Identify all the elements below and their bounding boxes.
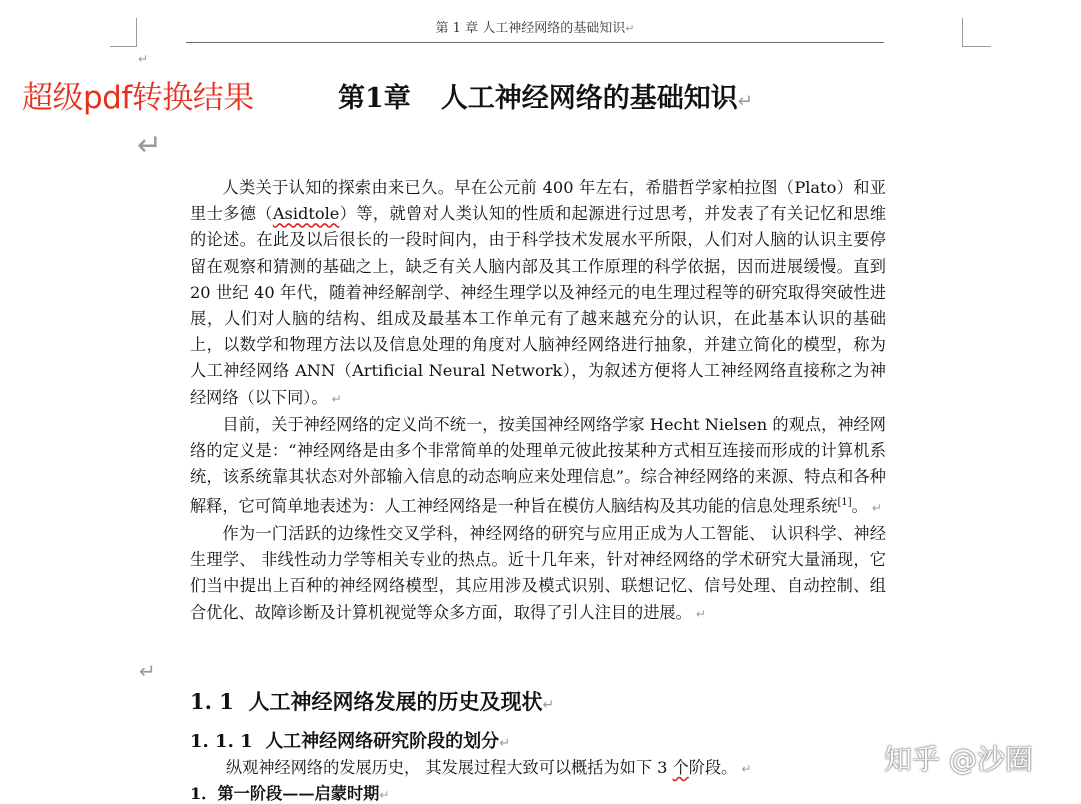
paragraph-mark-icon: ↵ — [741, 762, 752, 776]
section-heading: 1. 1 人工神经网络发展的历史及现状↵ — [190, 689, 555, 714]
paragraph-mark-icon: ↵ — [138, 52, 149, 66]
paragraph-mark-icon: ↵ — [331, 391, 342, 406]
intro-line: 纵观神经网络的发展历史， 其发展过程大致可以概括为如下 3 个阶段。 ↵ — [226, 758, 752, 777]
chapter-title-text: 人工神经网络的基础知识 — [440, 83, 738, 114]
paragraph: 目前，关于神经网络的定义尚不统一，按美国神经网络学家 Hecht Nielsen 的观点，神经网络的定义是：“神经网络是由多个非常简单的处理单元彼此按某种方式相互连接而形成的计算机系统，该系统靠其状态对外部输入信息的动态响应来处理信息”。综合神经网络的来源、特点和各种解释，它可简单地表述为：人工神经网络是一种旨在模仿人脑结构及其功能的信息处理系统[1]。 ↵ — [190, 414, 886, 516]
return-arrow-icon: ↵ — [137, 128, 163, 163]
paragraph-mark-icon: ↵ — [695, 606, 706, 621]
watermark: 知乎 @沙圈 — [884, 743, 1033, 776]
running-header-title: 第 1 章 人工神经网络的基础知识 — [435, 21, 626, 36]
return-arrow-icon: ↵ — [139, 659, 156, 683]
chapter-number: 第1章 — [338, 83, 411, 114]
page-corner-top-right — [962, 18, 991, 47]
spelling-underlined-word: 个 — [672, 758, 689, 777]
spelling-underlined-word: Asidtole — [272, 204, 340, 224]
overlay-label: 超级pdf转换结果 — [22, 80, 254, 116]
chapter-title — [338, 76, 753, 115]
paragraph: 作为一门活跃的边缘性交叉学科，神经网络的研究与应用正成为人工智能、 认识科学、神经生理学、 非线性动力学等相关专业的热点。近十几年来，针对神经网络的学术研究大量涌现，它们当中提出上百种的神经网络模型，其应用涉及模式识别、联想记忆、信号处理、自动控制、组合优化、故障诊断及计算机视觉等众多方面，取得了引人注目的进展。 ↵ — [190, 524, 886, 622]
body-text — [190, 175, 886, 627]
subsection-heading: 1. 1. 1 人工神经网络研究阶段的划分↵ — [190, 731, 511, 752]
page-corner-top-left — [110, 18, 137, 47]
running-header — [186, 18, 884, 43]
citation-marker: [1] — [837, 497, 852, 509]
paragraph-mark-icon: ↵ — [379, 788, 390, 802]
paragraph-mark-icon: ↵ — [499, 736, 511, 751]
stage-heading: 1．第一阶段——启蒙时期↵ — [190, 784, 390, 803]
paragraph-mark-icon: ↵ — [871, 500, 882, 515]
paragraph: 人类关于认知的探索由来已久。早在公元前 400 年左右，希腊哲学家柏拉图（Plato）和亚里士多德（Asidtole）等，就曾对人类认知的性质和起源进行过思考，并发表了有关记忆和思维的论述。在此及以后很长的一段时间内，由于科学技术发展水平所限，人们对人脑的认识主要停留在观察和猜测的基础之上，缺乏有关人脑内部及其工作原理的科学依据，因而进展缓慢。直到 20 世纪 40 年代，随着神经解剖学、神经生理学以及神经元的电生理过程等的研究取得突破性进展，人们对人脑的结构、组成及最基本工作单元有了越来越充分的认识，在此基本认识的基础上，以数学和物理方法以及信息处理的角度对人脑神经网络进行抽象，并建立简化的模型，称为人工神经网络 ANN（Artificial Neural Network），为叙述方便将人工神经网络直接称之为神经网络（以下同）。 ↵ — [190, 178, 887, 407]
paragraph-mark-icon: ↵ — [542, 697, 555, 713]
paragraph-mark-icon: ↵ — [625, 22, 635, 35]
paragraph-mark-icon: ↵ — [737, 91, 753, 112]
